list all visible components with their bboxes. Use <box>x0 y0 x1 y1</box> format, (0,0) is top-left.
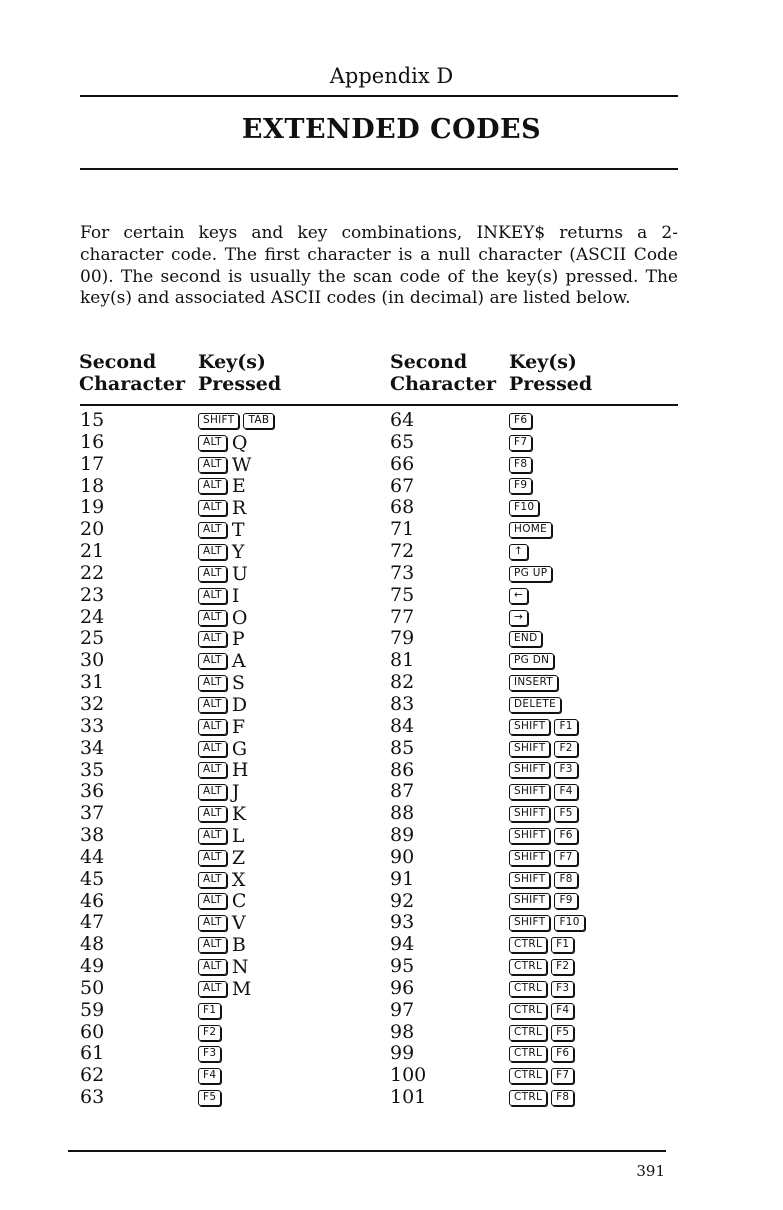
key-letter: S <box>231 672 245 695</box>
keycap: ALT <box>198 872 227 888</box>
code-cell: 77 <box>390 605 415 628</box>
key-combo <box>509 803 589 825</box>
keycap: ALT <box>198 762 227 778</box>
key-combo <box>198 891 278 913</box>
header-second-left <box>79 351 185 395</box>
keycap: ALT <box>198 915 227 931</box>
key-letter: W <box>231 453 252 476</box>
code-cell: 98 <box>390 1020 415 1043</box>
key-combo <box>198 869 278 891</box>
key-letter: Q <box>231 431 248 454</box>
keycap: ALT <box>198 893 227 909</box>
code-cell: 96 <box>390 976 415 999</box>
keycap: SHIFT <box>509 872 550 888</box>
header-second-right <box>390 351 496 395</box>
keycap: F9 <box>554 893 577 909</box>
keycap: ALT <box>198 653 227 669</box>
key-combo <box>509 934 589 956</box>
code-cell: 85 <box>390 736 415 759</box>
right-keys-column <box>509 410 589 1109</box>
key-letter: L <box>231 824 245 847</box>
keycap: ALT <box>198 500 227 516</box>
key-letter: V <box>231 912 246 935</box>
header-second-line1: Second <box>390 351 468 373</box>
code-cell: 22 <box>80 561 105 584</box>
code-cell: 18 <box>80 474 105 497</box>
key-combo <box>509 607 589 629</box>
code-cell: 59 <box>80 998 105 1021</box>
key-combo <box>198 847 278 869</box>
keycap: ALT <box>198 435 227 451</box>
code-cell: 33 <box>80 714 105 737</box>
code-cell: 15 <box>80 409 105 431</box>
key-letter: E <box>231 475 246 498</box>
key-combo <box>509 738 589 760</box>
keycap: ↑ <box>509 544 528 560</box>
code-cell: 61 <box>80 1042 105 1065</box>
keycap: SHIFT <box>509 828 550 844</box>
code-cell: 94 <box>390 933 415 956</box>
header-keys-right <box>509 351 592 395</box>
header-keys-line1: Key(s) <box>198 351 266 373</box>
key-combo <box>509 519 589 541</box>
code-cell: 32 <box>80 692 105 715</box>
keycap: ALT <box>198 959 227 975</box>
key-combo <box>198 934 278 956</box>
left-keys-column <box>198 410 278 1109</box>
keycap: CTRL <box>509 1046 547 1062</box>
keycap: CTRL <box>509 959 547 975</box>
key-combo <box>509 1022 589 1044</box>
code-cell: 68 <box>390 496 415 519</box>
key-letter: O <box>231 606 248 629</box>
keycap: SHIFT <box>509 893 550 909</box>
keycap: SHIFT <box>509 806 550 822</box>
key-combo <box>509 628 589 650</box>
right-code-column <box>390 410 426 1109</box>
left-code-column <box>80 410 104 1109</box>
keycap: ← <box>509 588 528 604</box>
code-cell: 60 <box>80 1020 105 1043</box>
code-cell: 21 <box>80 540 105 563</box>
keycap: ALT <box>198 522 227 538</box>
key-combo <box>509 891 589 913</box>
keycap: ALT <box>198 784 227 800</box>
header-keys-line2: Pressed <box>198 373 282 395</box>
key-letter: A <box>231 650 246 673</box>
code-cell: 23 <box>80 583 105 606</box>
keycap: TAB <box>243 413 274 429</box>
keycap: SHIFT <box>509 719 550 735</box>
code-cell: 50 <box>80 976 105 999</box>
keycap: SHIFT <box>509 850 550 866</box>
key-combo <box>509 956 589 978</box>
keycap: ALT <box>198 850 227 866</box>
keycap: F10 <box>509 500 539 516</box>
keycap: ALT <box>198 544 227 560</box>
code-cell: 37 <box>80 802 105 825</box>
key-combo <box>198 432 278 454</box>
footer-rule <box>68 1150 666 1152</box>
keycap: ALT <box>198 675 227 691</box>
key-combo <box>198 410 278 432</box>
key-combo <box>509 912 589 934</box>
key-combo <box>509 847 589 869</box>
keycap: F7 <box>509 435 532 451</box>
code-cell: 82 <box>390 671 415 694</box>
intro-paragraph: For certain keys and key combinations, INKEY$ returns a 2-character code. The first character is a null character (ASCII Code 00). The second is usually the scan code of the key(s) pressed. The key(s) and associated ASCII codes (in decimal) are listed below. <box>80 223 678 309</box>
code-cell: 67 <box>390 474 415 497</box>
keycap: F8 <box>554 872 577 888</box>
key-combo <box>198 519 278 541</box>
keycap: END <box>509 631 542 647</box>
key-combo <box>198 541 278 563</box>
keycap: SHIFT <box>509 915 550 931</box>
keycap: SHIFT <box>509 784 550 800</box>
key-combo <box>509 454 589 476</box>
key-combo <box>509 410 589 432</box>
key-combo <box>198 694 278 716</box>
keycap: F8 <box>551 1090 574 1106</box>
code-cell: 20 <box>80 518 105 541</box>
header-second-line2: Character <box>79 373 186 395</box>
keycap: ALT <box>198 741 227 757</box>
code-cell: 92 <box>390 889 415 912</box>
keycap: ALT <box>198 981 227 997</box>
code-cell: 101 <box>390 1086 427 1109</box>
key-letter: M <box>231 977 252 1000</box>
keycap: ALT <box>198 719 227 735</box>
code-cell: 16 <box>80 430 105 453</box>
code-cell: 63 <box>80 1086 105 1109</box>
keycap: INSERT <box>509 675 558 691</box>
code-cell: 45 <box>80 867 105 890</box>
keycap: F4 <box>198 1068 221 1084</box>
key-combo <box>509 432 589 454</box>
keycap: F6 <box>509 413 532 429</box>
key-combo <box>198 476 278 498</box>
header-keys-line2: Pressed <box>509 373 593 395</box>
keycap: F3 <box>554 762 577 778</box>
key-letter: K <box>231 803 247 826</box>
key-combo <box>509 672 589 694</box>
keycap: F7 <box>551 1068 574 1084</box>
code-cell: 95 <box>390 955 415 978</box>
keycap: F6 <box>554 828 577 844</box>
key-combo <box>198 1000 278 1022</box>
code-cell: 84 <box>390 714 415 737</box>
appendix-label: Appendix D <box>329 64 454 88</box>
keycap: F3 <box>198 1046 221 1062</box>
code-cell: 99 <box>390 1042 415 1065</box>
keycap: ALT <box>198 566 227 582</box>
header-second-line1: Second <box>79 351 157 373</box>
keycap: F1 <box>554 719 577 735</box>
keycap: CTRL <box>509 937 547 953</box>
key-combo <box>198 628 278 650</box>
key-combo <box>509 585 589 607</box>
code-cell: 62 <box>80 1064 105 1087</box>
keycap: ALT <box>198 478 227 494</box>
key-letter: C <box>231 890 247 913</box>
key-combo <box>509 650 589 672</box>
key-letter: T <box>231 519 245 542</box>
keycap: SHIFT <box>509 762 550 778</box>
key-letter: J <box>231 781 240 804</box>
key-combo <box>198 607 278 629</box>
code-cell: 75 <box>390 583 415 606</box>
keycap: ALT <box>198 697 227 713</box>
keycap: DELETE <box>509 697 561 713</box>
key-combo <box>198 978 278 1000</box>
code-cell: 90 <box>390 845 415 868</box>
keycap: F4 <box>551 1003 574 1019</box>
code-cell: 91 <box>390 867 415 890</box>
keycap: CTRL <box>509 981 547 997</box>
keycap: F5 <box>198 1090 221 1106</box>
code-cell: 73 <box>390 561 415 584</box>
key-combo <box>509 497 589 519</box>
keycap: ALT <box>198 937 227 953</box>
key-letter: I <box>231 584 240 607</box>
keycap: HOME <box>509 522 552 538</box>
key-combo <box>509 1043 589 1065</box>
key-letter: Z <box>231 846 246 869</box>
code-cell: 35 <box>80 758 105 781</box>
key-combo <box>198 1065 278 1087</box>
key-combo <box>509 694 589 716</box>
key-combo <box>509 716 589 738</box>
key-letter: Y <box>231 540 245 563</box>
key-letter: U <box>231 562 248 585</box>
code-cell: 38 <box>80 824 105 847</box>
header-second-line2: Character <box>390 373 497 395</box>
keycap: F2 <box>551 959 574 975</box>
table-header-rule <box>80 404 678 406</box>
code-cell: 88 <box>390 802 415 825</box>
keycap: F8 <box>509 457 532 473</box>
header-keys-left <box>198 351 281 395</box>
keycap: PG UP <box>509 566 552 582</box>
key-combo <box>198 781 278 803</box>
code-cell: 34 <box>80 736 105 759</box>
keycap: F1 <box>551 937 574 953</box>
code-cell: 81 <box>390 649 415 672</box>
keycap: F4 <box>554 784 577 800</box>
code-cell: 93 <box>390 911 415 934</box>
code-cell: 25 <box>80 627 105 650</box>
key-combo <box>509 563 589 585</box>
code-cell: 87 <box>390 780 415 803</box>
keycap: F5 <box>554 806 577 822</box>
keycap: ALT <box>198 806 227 822</box>
code-cell: 100 <box>390 1064 427 1087</box>
code-cell: 86 <box>390 758 415 781</box>
key-combo <box>198 497 278 519</box>
keycap: → <box>509 610 528 626</box>
key-letter: X <box>231 868 246 891</box>
key-combo <box>509 825 589 847</box>
code-cell: 31 <box>80 671 105 694</box>
keycap: CTRL <box>509 1003 547 1019</box>
key-combo <box>198 956 278 978</box>
code-cell: 64 <box>390 409 415 431</box>
key-letter: B <box>231 934 246 957</box>
key-letter: P <box>231 628 245 651</box>
code-cell: 65 <box>390 430 415 453</box>
code-cell: 46 <box>80 889 105 912</box>
key-letter: R <box>231 497 247 520</box>
keycap: F9 <box>509 478 532 494</box>
key-combo <box>198 716 278 738</box>
key-combo <box>509 476 589 498</box>
code-cell: 17 <box>80 452 105 475</box>
code-cell: 19 <box>80 496 105 519</box>
key-combo <box>509 541 589 563</box>
keycap: F5 <box>551 1025 574 1041</box>
keycap: F7 <box>554 850 577 866</box>
key-combo <box>198 1043 278 1065</box>
key-combo <box>198 585 278 607</box>
keycap: CTRL <box>509 1090 547 1106</box>
key-combo <box>198 912 278 934</box>
keycap: ALT <box>198 828 227 844</box>
key-combo <box>198 454 278 476</box>
code-cell: 83 <box>390 692 415 715</box>
keycap: F6 <box>551 1046 574 1062</box>
key-letter: N <box>231 956 249 979</box>
key-combo <box>198 825 278 847</box>
key-combo <box>198 738 278 760</box>
top-rule <box>80 95 678 97</box>
keycap: SHIFT <box>509 741 550 757</box>
key-letter: D <box>231 693 248 716</box>
key-combo <box>509 1065 589 1087</box>
keycap: F3 <box>551 981 574 997</box>
key-combo <box>509 760 589 782</box>
keycap: F2 <box>198 1025 221 1041</box>
code-cell: 72 <box>390 540 415 563</box>
key-combo <box>198 760 278 782</box>
key-combo <box>509 978 589 1000</box>
keycap: F2 <box>554 741 577 757</box>
key-combo <box>198 1087 278 1109</box>
code-cell: 30 <box>80 649 105 672</box>
code-cell: 97 <box>390 998 415 1021</box>
keycap: F1 <box>198 1003 221 1019</box>
keycap: ALT <box>198 588 227 604</box>
keycap: ALT <box>198 610 227 626</box>
code-cell: 44 <box>80 845 105 868</box>
key-combo <box>198 563 278 585</box>
key-combo <box>509 1000 589 1022</box>
code-cell: 47 <box>80 911 105 934</box>
key-combo <box>509 1087 589 1109</box>
key-combo <box>198 803 278 825</box>
keycap: F10 <box>554 915 584 931</box>
code-cell: 24 <box>80 605 105 628</box>
header-keys-line1: Key(s) <box>509 351 577 373</box>
key-letter: H <box>231 759 249 782</box>
keycap: SHIFT <box>198 413 239 429</box>
key-combo <box>198 672 278 694</box>
page-number: 391 <box>636 1162 665 1180</box>
keycap: ALT <box>198 631 227 647</box>
key-combo <box>509 781 589 803</box>
code-cell: 49 <box>80 955 105 978</box>
code-cell: 66 <box>390 452 415 475</box>
keycap: PG DN <box>509 653 554 669</box>
code-cell: 79 <box>390 627 415 650</box>
code-cell: 36 <box>80 780 105 803</box>
key-letter: G <box>231 737 248 760</box>
title-rule <box>80 168 678 170</box>
key-letter: F <box>231 715 246 738</box>
code-cell: 48 <box>80 933 105 956</box>
keycap: CTRL <box>509 1068 547 1084</box>
key-combo <box>198 650 278 672</box>
keycap: ALT <box>198 457 227 473</box>
key-combo <box>198 1022 278 1044</box>
key-combo <box>509 869 589 891</box>
keycap: CTRL <box>509 1025 547 1041</box>
code-cell: 89 <box>390 824 415 847</box>
page-title: EXTENDED CODES <box>241 114 542 145</box>
code-cell: 71 <box>390 518 415 541</box>
